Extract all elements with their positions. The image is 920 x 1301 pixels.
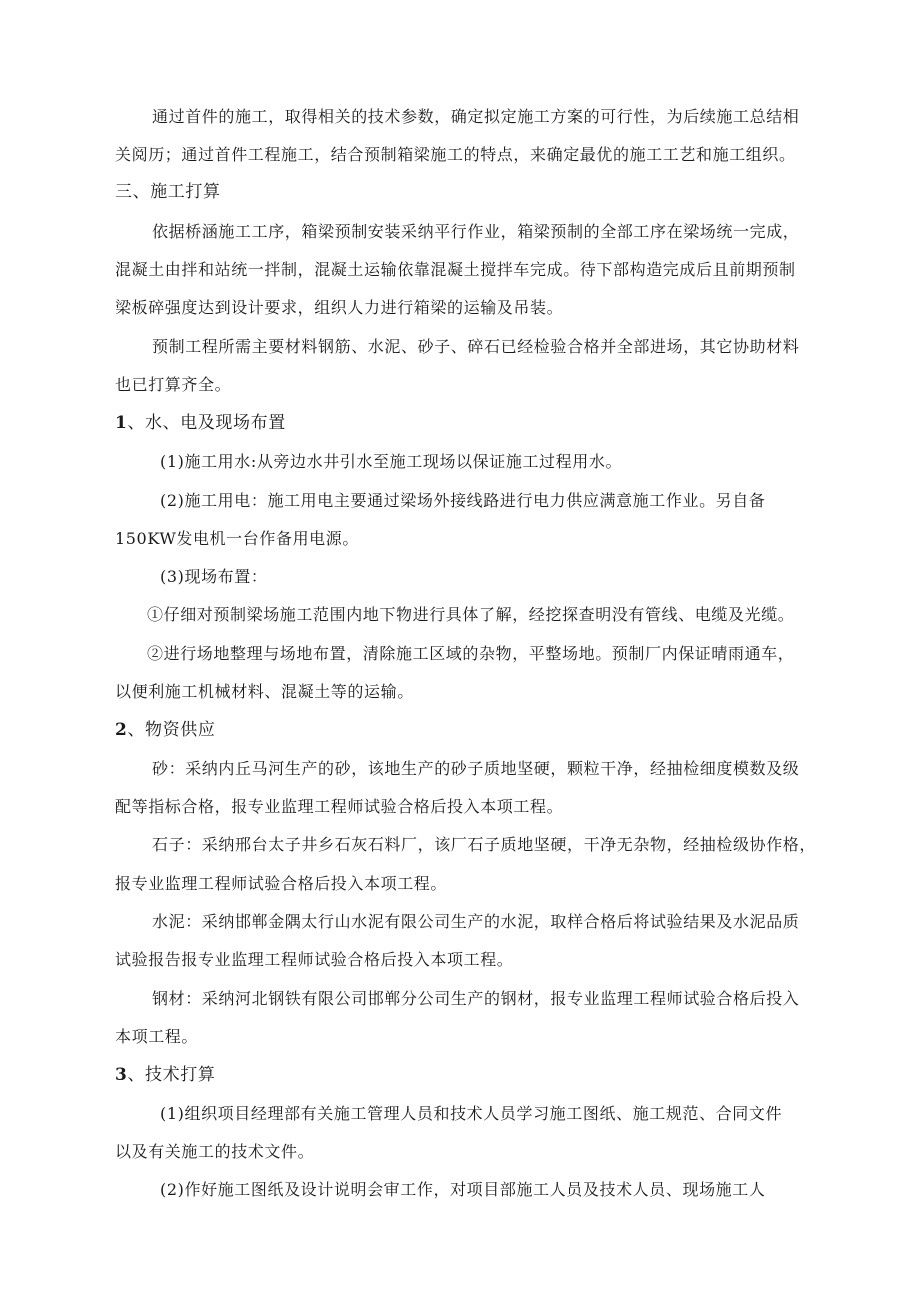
paragraph-line: 150KW发电机一台作备用电源。 (115, 529, 359, 548)
subsection-heading (115, 720, 215, 740)
heading-text: 、技术打算 (127, 1065, 216, 1085)
paragraph-line: ②进行场地整理与场地布置，清除施工区域的杂物，平整场地。预制厂内保证晴雨通车， (147, 644, 795, 663)
paragraph-line: ①仔细对预制梁场施工范围内地下物进行具体了解，经挖探查明没有管线、电缆及光缆。 (147, 605, 795, 624)
paragraph-line: 通过首件的施工，取得相关的技术参数，确定拟定施工方案的可行性，为后续施工总结相 (152, 107, 800, 126)
paragraph-line: 报专业监理工程师试验合格后投入本项工程。 (115, 874, 448, 893)
subsection-heading (115, 1065, 215, 1085)
paragraph-line: 关阅历；通过首件工程施工，结合预制箱梁施工的特点，来确定最优的施工工艺和施工组织。 (115, 145, 796, 164)
paragraph-line: 以便利施工机械材料、混凝土等的运输。 (115, 682, 414, 701)
paragraph-line: 预制工程所需主要材料钢筋、水泥、砂子、碎石已经检验合格并全部进场，其它协助材料 (152, 337, 800, 356)
paragraph-line: 配等指标合格，报专业监理工程师试验合格后投入本项工程。 (115, 797, 564, 816)
paragraph-line: (1)施工用水:从旁边水井引水至施工现场以保证施工过程用水。 (160, 452, 623, 471)
paragraph-line: 试验报告报专业监理工程师试验合格后投入本项工程。 (115, 950, 514, 969)
paragraph-line: 石子：采纳邢台太子井乡石灰石料厂，该厂石子质地坚硬，干净无杂物，经抽检级协作格， (152, 835, 817, 854)
paragraph-line: (3)现场布置： (160, 567, 268, 586)
subsection-heading (115, 413, 286, 433)
paragraph-line: 依据桥涵施工工序，箱梁预制安装采纳平行作业，箱梁预制的全部工序在梁场统一完成， (152, 222, 800, 241)
paragraph-line: 砂：采纳内丘马河生产的砂，该地生产的砂子质地坚硬，颗粒干净，经抽检细度模数及级 (152, 759, 800, 778)
paragraph-line: (1)组织项目经理部有关施工管理人员和技术人员学习施工图纸、施工规范、合同文件 (160, 1104, 783, 1123)
paragraph-line: (2)施工用电：施工用电主要通过梁场外接线路进行电力供应满意施工作业。另自备 (160, 491, 766, 510)
heading-number: 1 (115, 413, 128, 433)
section-heading: 三、施工打算 (115, 182, 221, 202)
paragraph-line: 水泥：采纳邯郸金隅太行山水泥有限公司生产的水泥，取样合格后将试验结果及水泥品质 (152, 912, 800, 931)
heading-text: 、物资供应 (127, 720, 216, 740)
paragraph-line: 以及有关施工的技术文件。 (115, 1142, 315, 1161)
paragraph-line: 梁板碎强度达到设计要求，组织人力进行箱梁的运输及吊装。 (115, 298, 564, 317)
paragraph-line: 混凝土由拌和站统一拌制，混凝土运输依靠混凝土搅拌车完成。待下部构造完成后且前期预制 (115, 260, 796, 279)
paragraph-line: 本项工程。 (115, 1027, 199, 1046)
heading-text: 、水、电及现场布置 (127, 413, 286, 433)
paragraph-line: 也已打算齐全。 (115, 375, 232, 394)
heading-number: 3 (115, 1065, 128, 1085)
heading-number: 2 (115, 720, 128, 740)
paragraph-line: (2)作好施工图纸及设计说明会审工作，对项目部施工人员及技术人员、现场施工人 (160, 1180, 766, 1199)
paragraph-line: 钢材：采纳河北钢铁有限公司邯郸分公司生产的钢材，报专业监理工程师试验合格后投入 (152, 989, 800, 1008)
